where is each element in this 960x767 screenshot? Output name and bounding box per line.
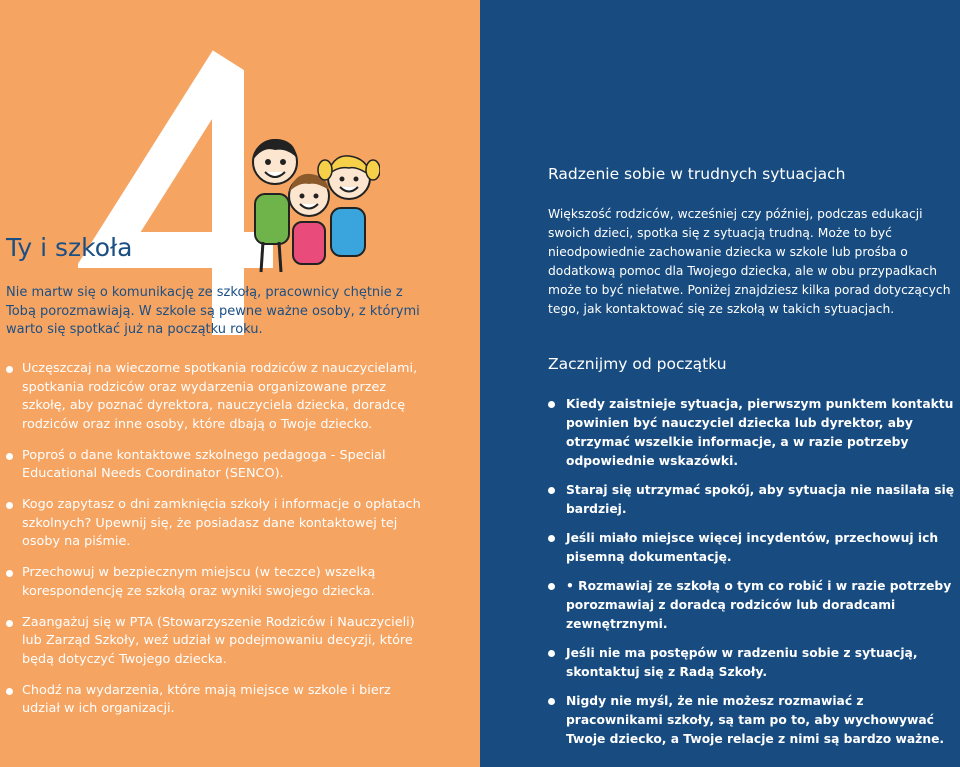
list-item: • Rozmawiaj ze szkołą o tym co robić i w razie potrzeby porozmawiaj z doradcą rodziców lub doradcami zewnętrznymi. <box>548 577 960 634</box>
list-item: Przechowuj w bezpiecznym miejscu (w teczce) wszelką korespondencję ze szkołą oraz wyniki swojego dziecka. <box>6 564 426 601</box>
list-item: Kiedy zaistnieje sytuacja, pierwszym punktem kontaktu powinien być nauczyciel dziecka lub dyrektor, aby otrzymać wszelkie informacje, a w razie potrzeby odpowiednie wskazówki. <box>548 395 960 471</box>
bullet-icon <box>6 620 13 627</box>
bullet-icon <box>548 401 555 408</box>
section-heading-difficult-situations: Radzenie sobie w trudnych sytuacjach <box>548 165 846 183</box>
bullet-icon <box>548 535 555 542</box>
left-bullet-list <box>6 360 426 731</box>
bullet-icon <box>6 453 13 460</box>
bullet-icon <box>548 583 555 590</box>
list-item: Staraj się utrzymać spokój, aby sytuacja nie nasilała się bardziej. <box>548 481 960 519</box>
right-panel <box>480 0 960 767</box>
page-title: Ty i szkoła <box>6 233 133 262</box>
bullet-icon <box>6 570 13 577</box>
list-item: Jeśli nie ma postępów w radzeniu sobie z sytuacją, skontaktuj się z Radą Szkoły. <box>548 644 960 682</box>
list-item: Nigdy nie myśl, że nie możesz rozmawiać z pracownikami szkoły, są tam po to, aby wychowywać Twoje dziecko, a Twoje relacje z nimi są bardzo ważne. <box>548 692 960 749</box>
bullet-icon <box>6 502 13 509</box>
section-heading-start: Zacznijmy od początku <box>548 355 727 373</box>
bullet-icon <box>6 366 13 373</box>
bullet-icon <box>548 698 555 705</box>
bullet-icon <box>548 487 555 494</box>
list-item: Jeśli miało miejsce więcej incydentów, przechowuj ich pisemną dokumentację. <box>548 529 960 567</box>
section-intro-text: Większość rodziców, wcześniej czy później, podczas edukacji swoich dzieci, spotka się z sytuacją trudną. Może to być nieodpowiednie zachowanie dziecka w szkole lub prośba o dodatkową pomoc dla Twojego dziecka, ale w obu przypadkach może to być niełatwe. Poniżej znajdziesz kilka porad dotyczących tego, jak kontaktować się ze szkołą w takich sytuacjach. <box>548 207 951 316</box>
list-item: Uczęszczaj na wieczorne spotkania rodziców z nauczycielami, spotkania rodziców oraz wydarzenia organizowane przez szkołę, aby poznać dyrektora, nauczyciela dziecka, doradcę rodziców oraz inne osoby, które dbają o Twoje dziecko. <box>6 360 426 434</box>
list-item: Chodź na wydarzenia, które mają miejsce w szkole i bierz udział w ich organizacji. <box>6 682 426 719</box>
list-item: Zaangażuj się w PTA (Stowarzyszenie Rodziców i Nauczycieli) lub Zarząd Szkoły, weź udział w podejmowaniu decyzji, które będą dotyczyć Twojego dziecka. <box>6 614 426 670</box>
list-item: Kogo zapytasz o dni zamknięcia szkoły i informacje o opłatach szkolnych? Upewnij się, że posiadasz dane kontaktowej tej osoby na piśmie. <box>6 496 426 552</box>
intro-text: Nie martw się o komunikację ze szkołą, pracownicy chętnie z Tobą porozmawiają. W szkole są pewne ważne osoby, z którymi warto się spotkać już na początku roku. <box>6 285 420 337</box>
right-bullet-list <box>548 395 960 759</box>
bullet-icon <box>6 688 13 695</box>
kids-illustration <box>245 132 380 280</box>
list-item: Poproś o dane kontaktowe szkolnego pedagoga - Special Educational Needs Coordinator (SENCO). <box>6 447 426 484</box>
bullet-icon <box>548 650 555 657</box>
